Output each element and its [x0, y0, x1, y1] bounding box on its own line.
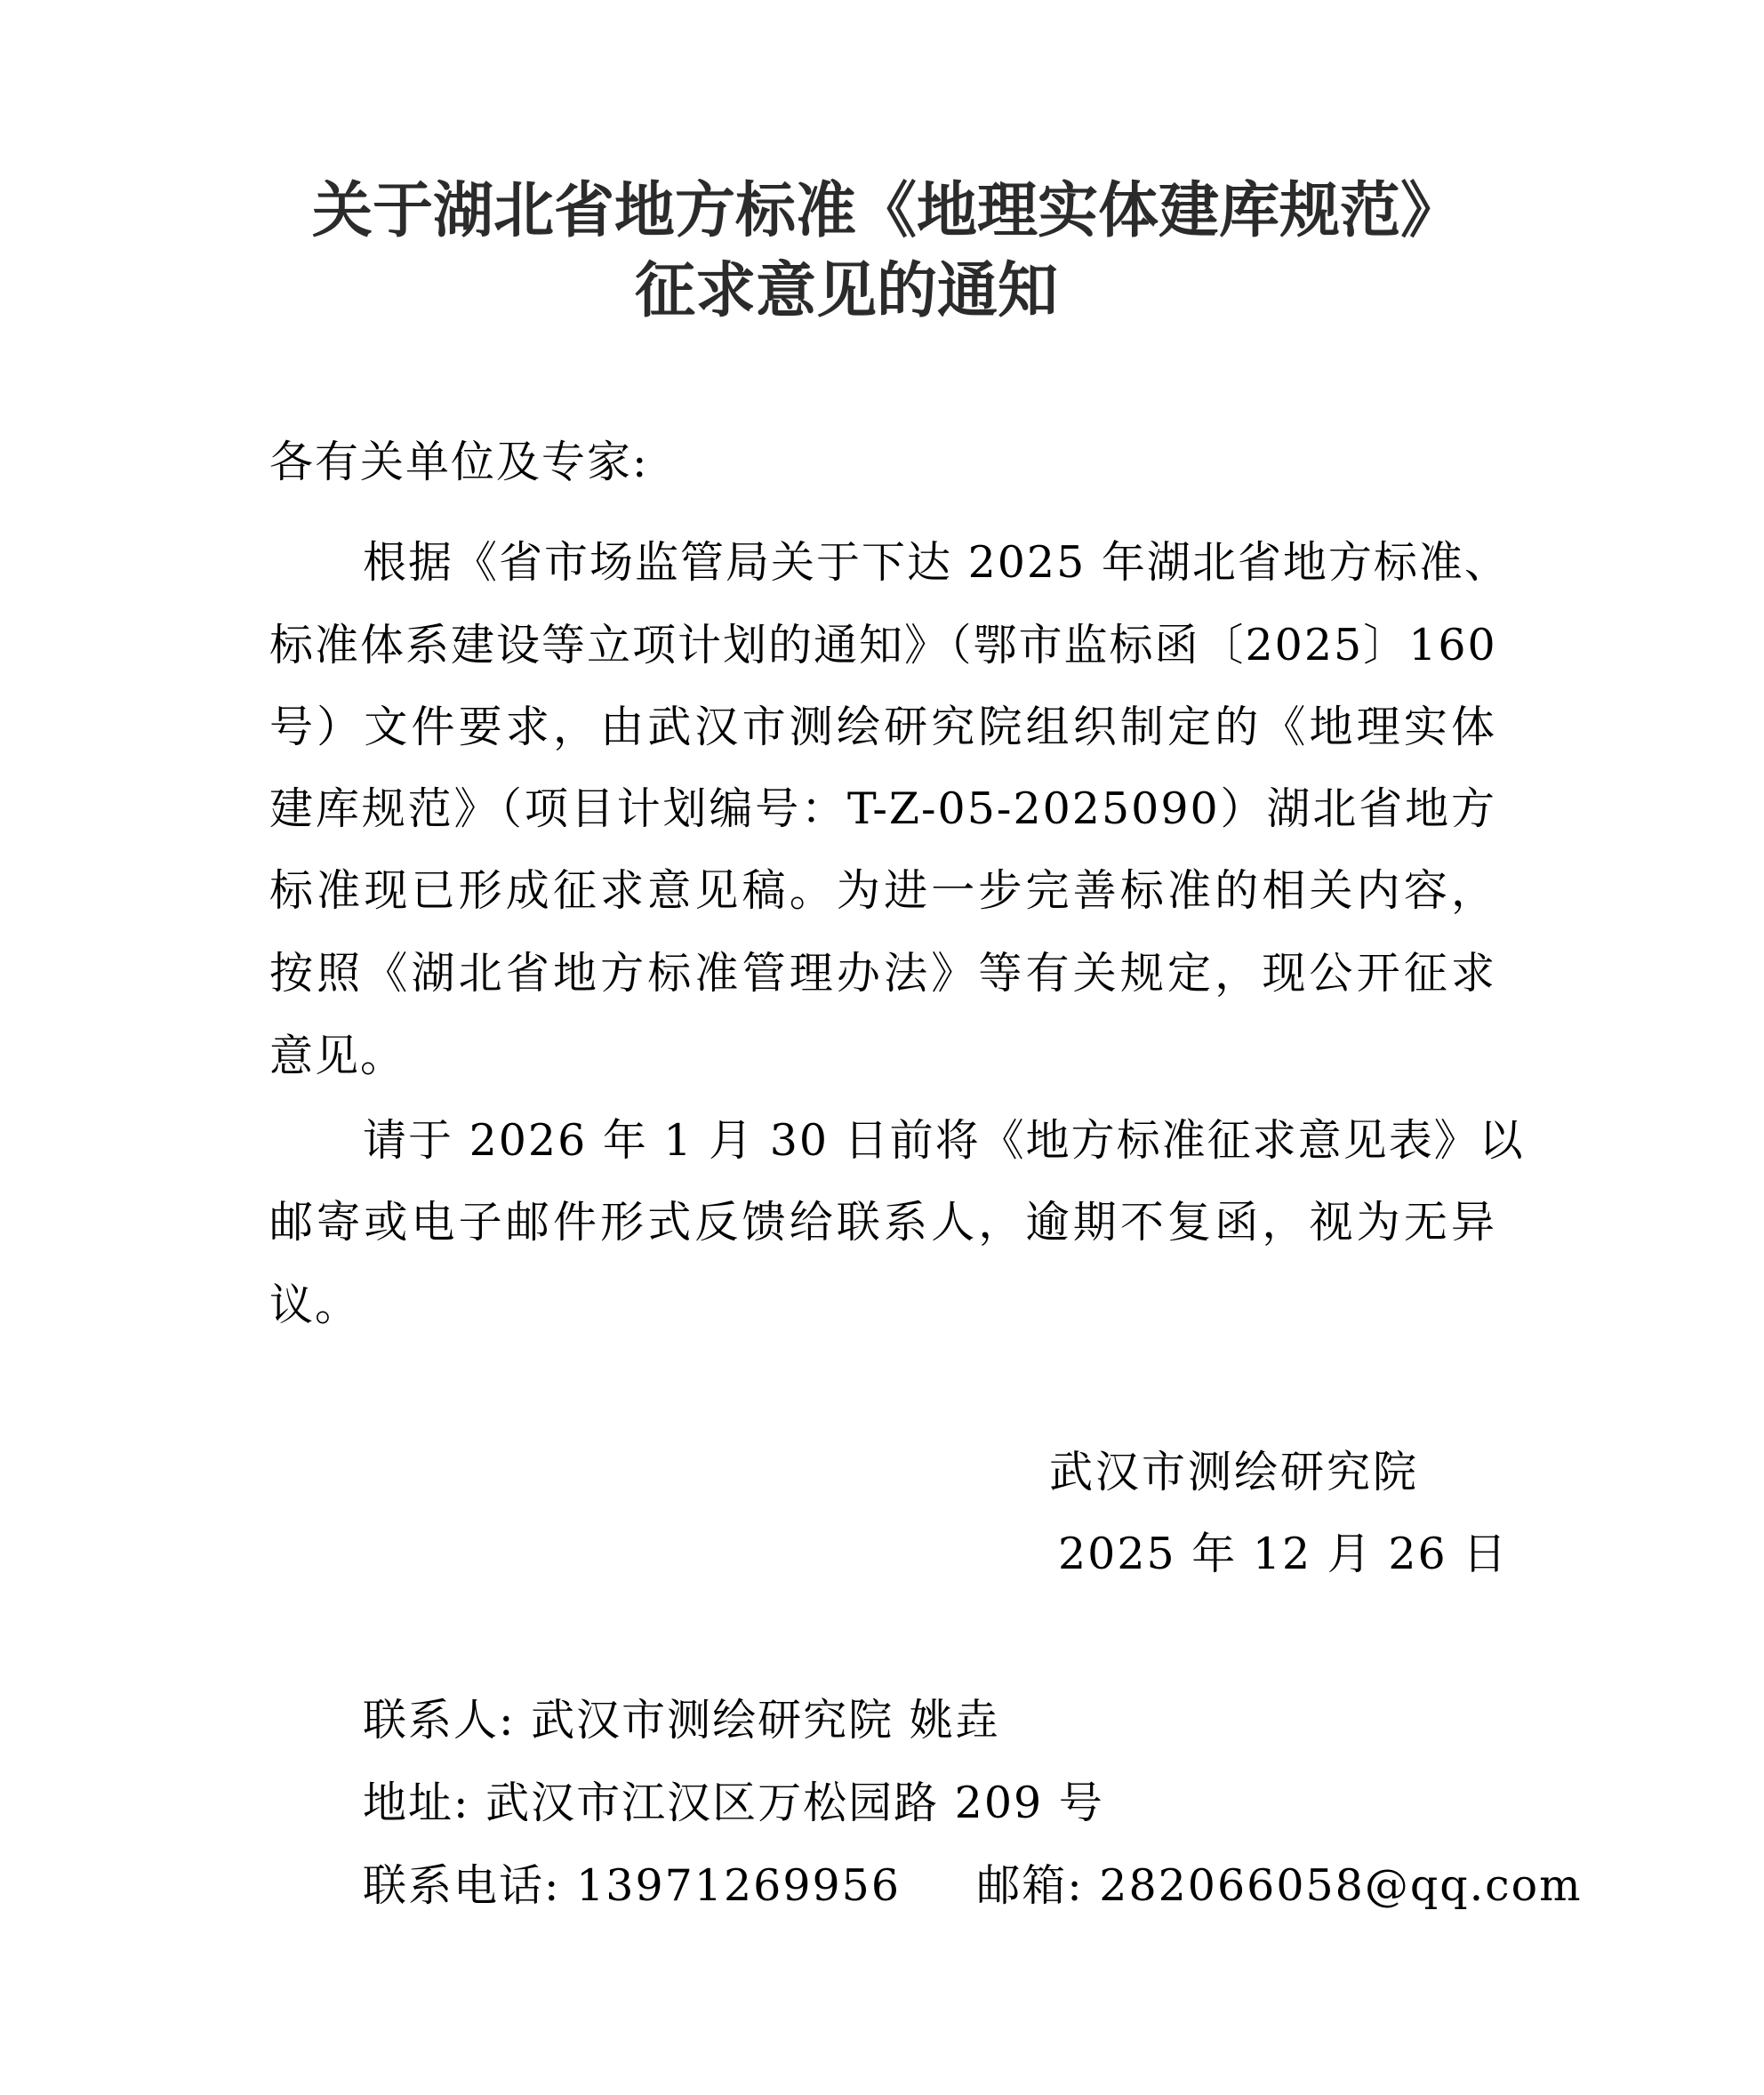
contact-email-label: 邮箱:: [976, 1860, 1084, 1911]
greeting: 各有关单位及专家:: [269, 437, 649, 487]
paragraph-1-line: 根据《省市场监管局关于下达 2025 年湖北省地方标准、: [363, 537, 1510, 588]
contact-address-label: 地址:: [363, 1778, 470, 1828]
paragraph-1-line: 意见。: [269, 1031, 406, 1081]
contact-person-label: 联系人:: [363, 1695, 516, 1746]
contact-person-value: 武汉市测绘研究院 姚垚: [531, 1695, 1000, 1746]
paragraph-2-line: 请于 2026 年 1 月 30 日前将《地方标准征求意见表》以: [363, 1115, 1525, 1166]
contact-phone-label: 联系电话:: [363, 1860, 561, 1911]
contact-email-value: 282066058@qq.com: [1099, 1860, 1583, 1911]
document-title-line-2: 征求意见的通知: [634, 255, 1058, 326]
signature-organization: 武汉市测绘研究院: [1049, 1447, 1420, 1497]
paragraph-1-line: 按照《湖北省地方标准管理办法》等有关规定，现公开征求: [269, 948, 1496, 999]
paragraph-1-line: 标准体系建设等立项计划的通知》（鄂市监标函〔2025〕160: [269, 620, 1497, 670]
contact-address: [363, 1762, 1104, 1844]
paragraph-2-line: 议。: [269, 1280, 361, 1330]
paragraph-1-line: 号）文件要求，由武汉市测绘研究院组织制定的《地理实体: [269, 702, 1496, 752]
contact-person: [363, 1680, 1000, 1762]
paragraph-1-line: 建库规范》（项目计划编号：T-Z-05-2025090）湖北省地方: [269, 783, 1496, 834]
signature-date: 2025 年 12 月 26 日: [1058, 1529, 1509, 1579]
paragraph-1-line: 标准现已形成征求意见稿。为进一步完善标准的相关内容，: [269, 865, 1496, 916]
document-title-line-1: 关于湖北省地方标准《地理实体建库规范》: [311, 175, 1461, 246]
contact-phone-value: 13971269956: [576, 1860, 902, 1911]
contact-address-value: 武汉市江汉区万松园路 209 号: [485, 1778, 1104, 1828]
paragraph-2-line: 邮寄或电子邮件形式反馈给联系人，逾期不复函，视为无异: [269, 1197, 1496, 1248]
contact-phone-email: [363, 1845, 1583, 1927]
